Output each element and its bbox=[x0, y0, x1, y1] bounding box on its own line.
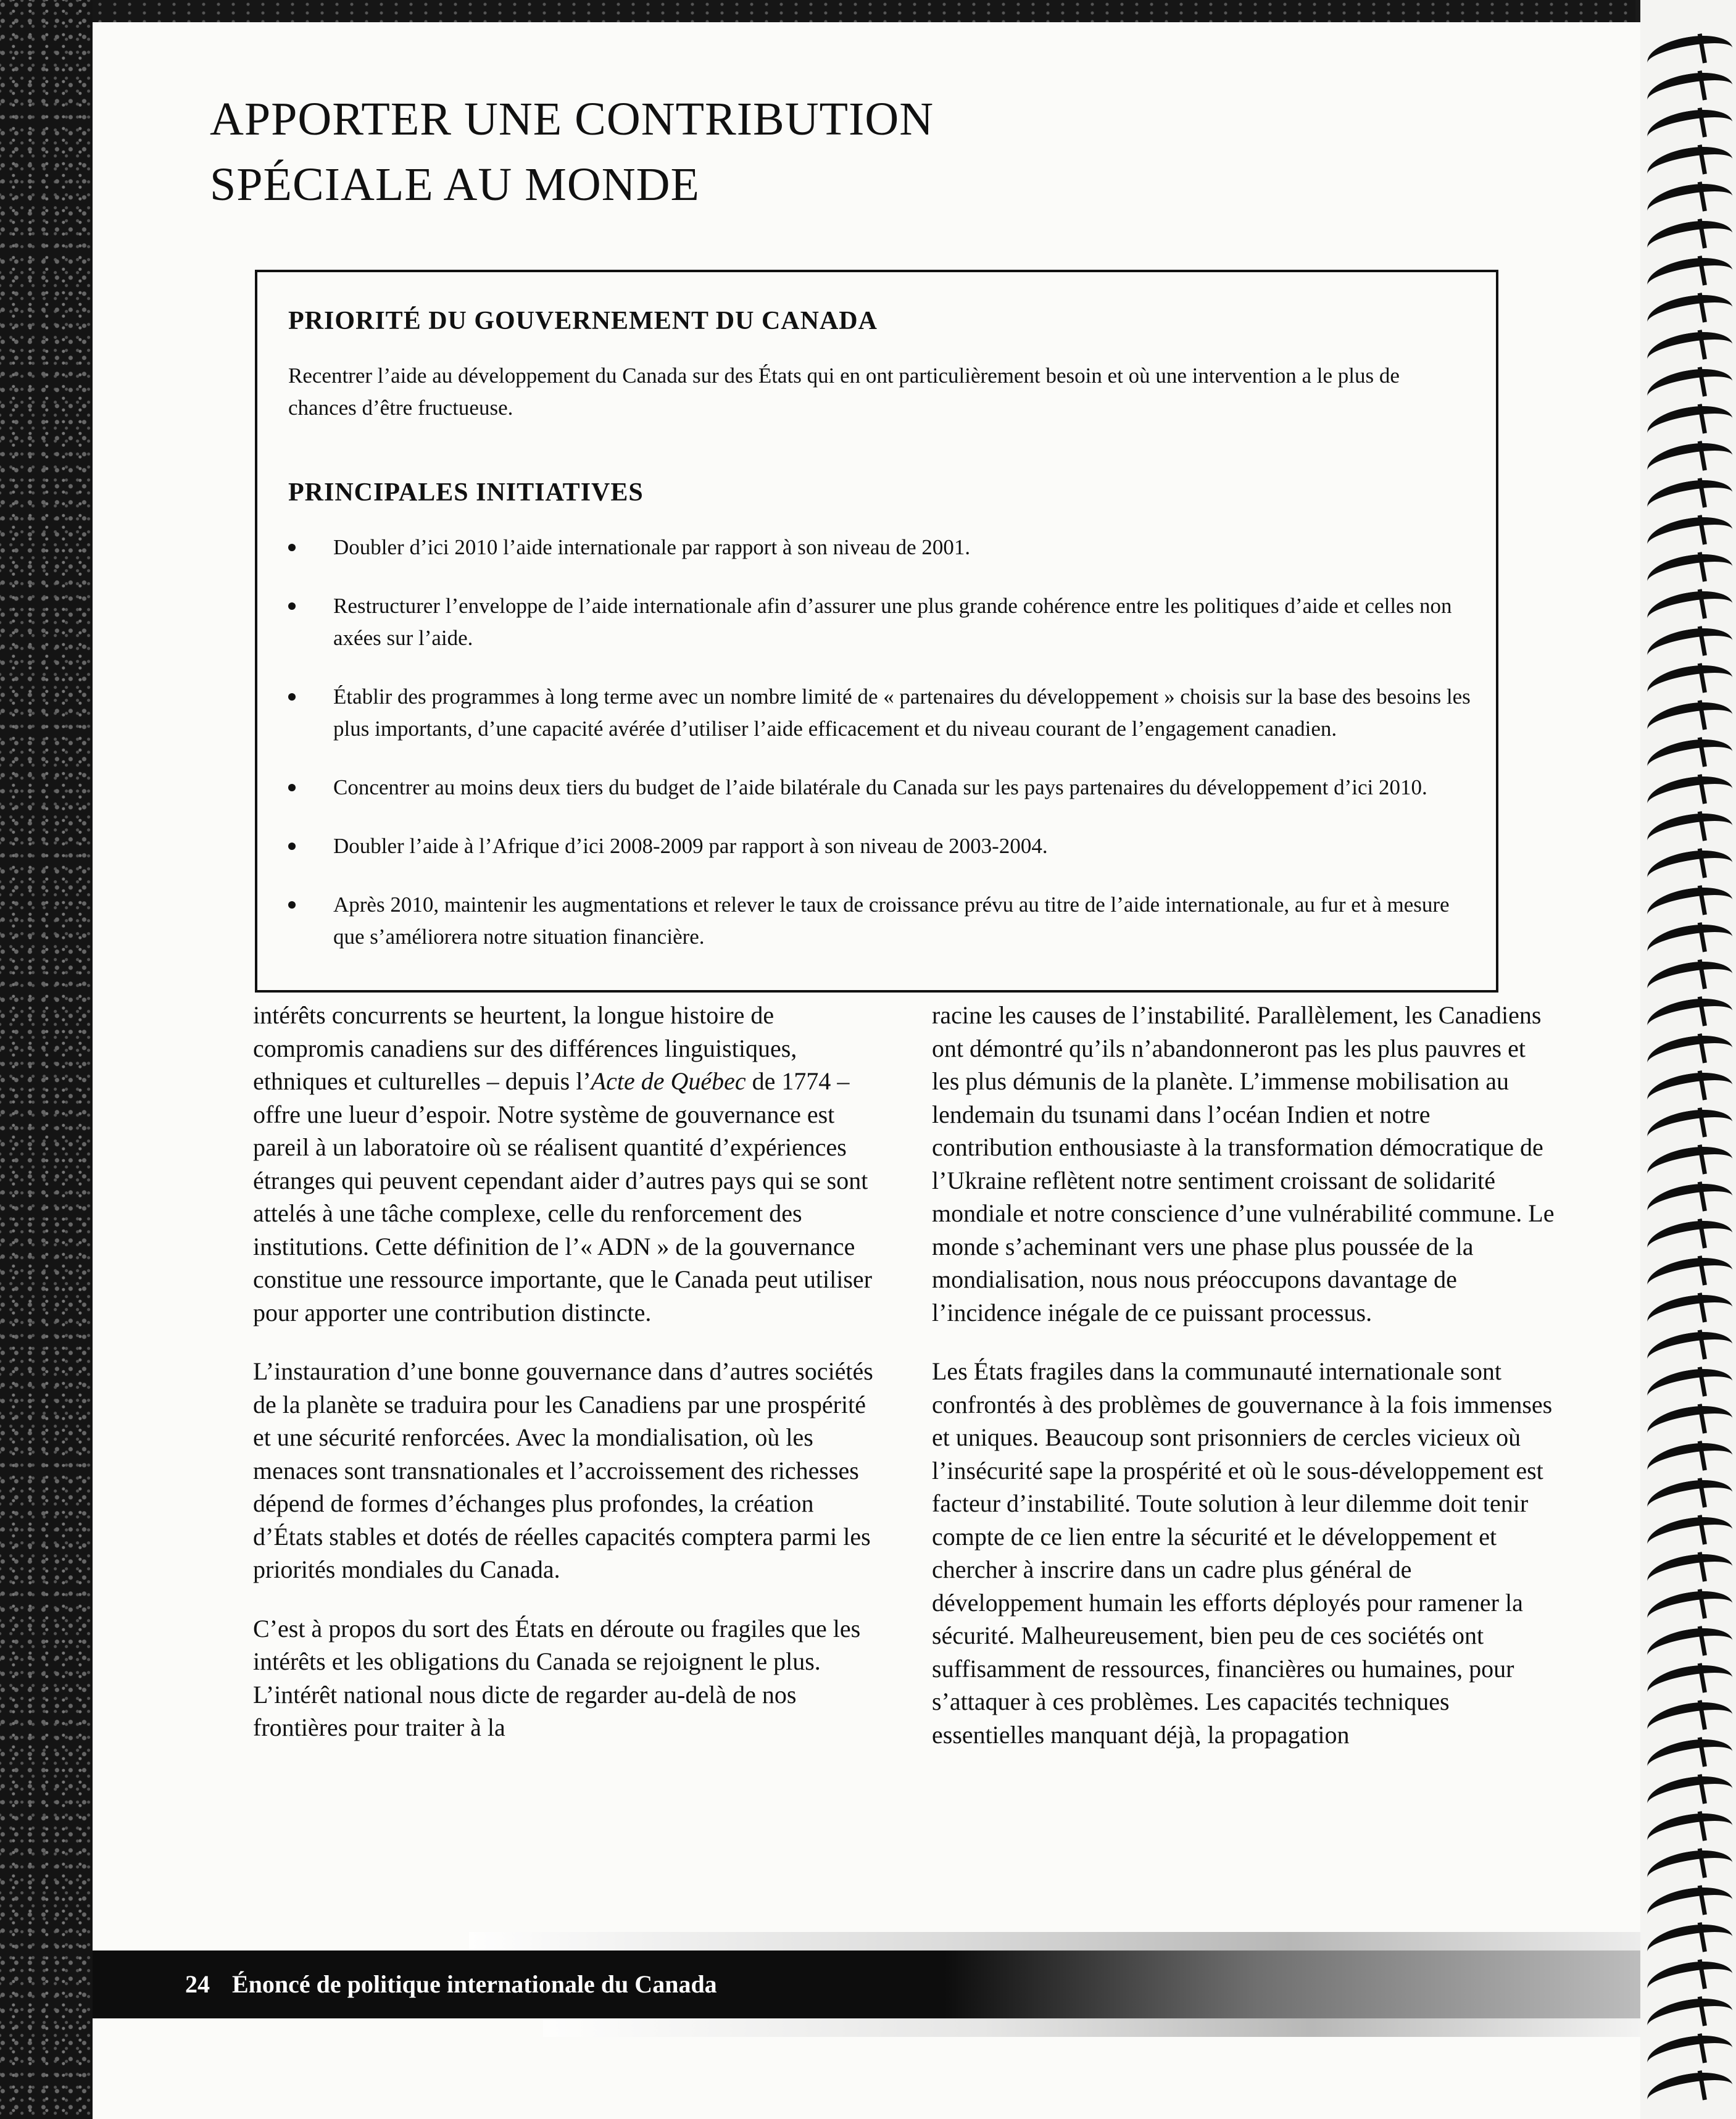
list-item bbox=[288, 830, 1473, 862]
initiatives-title: PRINCIPALES INITIATIVES bbox=[288, 478, 644, 507]
priority-text: Recentrer l’aide au développement du Canada sur des États qui en ont particulièrement besoin et où une intervention a le plus de chances d’être fructueuse. bbox=[288, 364, 1400, 420]
initiative-text: Après 2010, maintenir les augmentations et relever le taux de croissance prévu au titre de l’aide internationale, au fur et à mesure que s’améliorera notre situation financière. bbox=[333, 893, 1450, 949]
bullet-icon bbox=[288, 544, 296, 551]
initiative-text: Concentrer au moins deux tiers du budget de l’aide bilatérale du Canada sur les pays partenaires du développement d’ici 2010. bbox=[333, 775, 1427, 799]
list-item bbox=[288, 772, 1473, 804]
initiative-text: Doubler l’aide à l’Afrique d’ici 2008-2009 par rapport à son niveau de 2003-2004. bbox=[333, 834, 1048, 858]
priority-box bbox=[255, 270, 1498, 993]
footer-scan-band bbox=[543, 2018, 1642, 2037]
body-paragraph: C’est à propos du sort des États en déroute ou fragiles que les intérêts et les obligations du Canada se rejoignent le plus. L’intérêt national nous dicte de regarder au-delà de nos frontières pour traiter à la bbox=[253, 1614, 861, 1741]
list-item bbox=[288, 681, 1473, 745]
footer-scan-band bbox=[469, 1932, 1642, 1950]
body-paragraph bbox=[253, 999, 876, 1329]
initiatives-list bbox=[288, 531, 1473, 980]
initiative-text: Restructurer l’enveloppe de l’aide internationale afin d’assurer une plus grande cohérence entre les politiques d’aide et celles non axées sur l’aide. bbox=[333, 594, 1452, 650]
body-text-italic: Acte de Québec bbox=[591, 1067, 746, 1095]
page-number: 24 bbox=[185, 1970, 210, 1998]
scan-top-edge bbox=[93, 0, 1635, 22]
body-text: intérêts concurrents se heurtent, la longue histoire de compromis canadiens sur des différences linguistiques, ethniques et culturelles – depuis l’ bbox=[253, 1001, 797, 1095]
page-heading-line2: SPÉCIALE AU MONDE bbox=[210, 159, 700, 210]
bullet-icon bbox=[288, 843, 296, 850]
initiative-text: Établir des programmes à long terme avec un nombre limité de « partenaires du développement » choisis sur la base des besoins les plus importants, d’une capacité avérée d’utiliser l’aide efficacement et du niveau courant de l’engagement canadien. bbox=[333, 685, 1471, 741]
page-heading-line1: APPORTER UNE CONTRIBUTION bbox=[210, 93, 934, 145]
binding-ring-icon bbox=[1644, 30, 1735, 77]
body-column-right bbox=[932, 999, 1555, 1777]
list-item bbox=[288, 889, 1473, 953]
page-heading bbox=[210, 86, 1321, 217]
list-item bbox=[288, 531, 1473, 564]
bullet-icon bbox=[288, 693, 296, 701]
bullet-icon bbox=[288, 901, 296, 909]
footer-title: Énoncé de politique internationale du Canada bbox=[232, 1970, 717, 1998]
body-paragraph: L’instauration d’une bonne gouvernance dans d’autres sociétés de la planète se traduira pour les Canadiens par une prospérité et une sécurité renforcées. Avec la mondialisation, où les menaces sont transnationales et l’accroissement des richesses dépend de formes d’échanges plus profondes, la création d’États stables et dotés de réelles capacités comptera parmi les priorités mondiales du Canada. bbox=[253, 1357, 873, 1583]
scan-left-edge bbox=[0, 0, 93, 2119]
body-column-left bbox=[253, 999, 876, 1770]
bullet-icon bbox=[288, 784, 296, 791]
footer bbox=[185, 1963, 717, 2006]
body-text: de 1774 – offre une lueur d’espoir. Notre système de gouvernance est pareil à un laboratoire où se réalisent quantité d’expériences étranges qui peuvent cependant aider d’autres pays qui se sont attelés à une tâche complexe, celle du renforcement des institutions. Cette définition de l’« ADN » de la gouvernance constitue une ressource importante, que le Canada peut utiliser pour apporter une contribution distincte. bbox=[253, 1067, 873, 1326]
body-paragraph: racine les causes de l’instabilité. Parallèlement, les Canadiens ont démontré qu’ils n’abandonneront pas les plus pauvres et les plus démunis de la planète. L’immense mobilisation au lendemain du tsunami dans l’océan Indien et notre contribution enthousiaste à la transformation démocratique de l’Ukraine reflètent notre sentiment croissant de solidarité mondiale et notre conscience d’une vulnérabilité commune. Le monde s’acheminant vers une phase plus poussée de la mondialisation, nous nous préoccupons davantage de l’incidence inégale de ce puissant processus. bbox=[932, 1001, 1555, 1326]
priority-title: PRIORITÉ DU GOUVERNEMENT DU CANADA bbox=[288, 307, 878, 335]
spiral-binding bbox=[1640, 0, 1736, 2119]
bullet-icon bbox=[288, 602, 296, 610]
list-item bbox=[288, 590, 1473, 654]
initiative-text: Doubler d’ici 2010 l’aide internationale par rapport à son niveau de 2001. bbox=[333, 535, 971, 559]
body-paragraph: Les États fragiles dans la communauté internationale sont confrontés à des problèmes de gouvernance à la fois immenses et uniques. Beaucoup sont prisonniers de cercles vicieux où l’insécurité sape la prospérité et où le sous-développement est facteur d’instabilité. Toute solution à leur dilemme doit tenir compte de ce lien entre la sécurité et le développement et chercher à inscrire dans un cadre plus général de développement humain les efforts déployés pour ramener la sécurité. Malheureusement, bien peu de ces sociétés ont suffisamment de ressources, financières ou humaines, pour s’attaquer à ces problèmes. Les capacités techniques essentielles manquant déjà, la propagation bbox=[932, 1357, 1553, 1749]
